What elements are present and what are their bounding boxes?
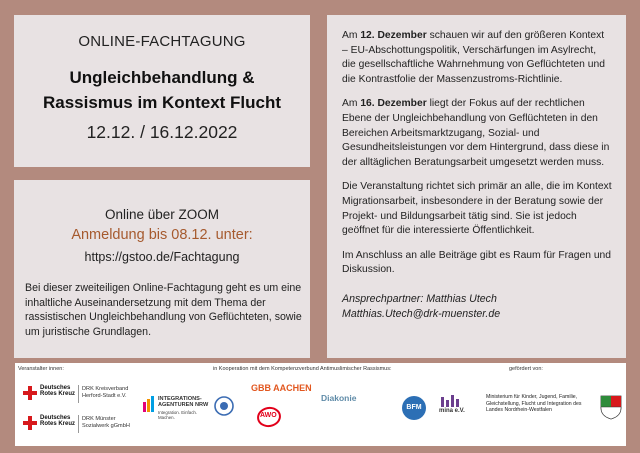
mina-people-icon — [439, 395, 481, 409]
zoom-panel — [14, 180, 310, 358]
contact-name: Ansprechpartner: Matthias Utech — [342, 292, 497, 305]
online-info: Online über ZOOM — [104, 207, 220, 222]
contact-email[interactable]: Matthias.Utech@drk-muenster.de — [342, 307, 501, 320]
drk-wordmark: Deutsches Rotes Kreuz — [40, 415, 76, 428]
red-cross-icon — [23, 416, 37, 430]
drk-herford-logo — [23, 383, 143, 405]
organizers-label: Veranstalter innen: — [18, 366, 64, 372]
gbb-awo-logo — [251, 383, 315, 439]
nrw-coat-of-arms-icon — [599, 394, 623, 420]
integration-agencies-name: INTEGRATIONS-AGENTUREN NRW — [158, 396, 209, 409]
event-type: ONLINE-FACHTAGUNG — [78, 33, 246, 50]
paragraph-day2 — [342, 97, 612, 170]
registration-link[interactable]: https://gstoo.de/Fachtagung — [84, 250, 240, 264]
divider — [78, 385, 79, 403]
awo-name: AWO — [260, 412, 277, 419]
funded-label: gefördert von: — [509, 366, 543, 372]
p1-text: schauen wir auf den größeren Kontext – EU-Abschottungspolitik, Verschärfungen im Asylrecht, die gesellschaftliche Wahrnehmung von Geflüchteten und die Kontrastfolie der Massenzustroms-Richtlinie. — [342, 30, 605, 85]
diakonie-name: Diakonie — [321, 393, 357, 403]
gbb-aachen-name: GBB AACHEN — [251, 383, 312, 393]
event-description: Bei dieser zweiteiligen Online-Fachtagung geht es um eine inhaltliche Auseinandersetzung mit dem Thema der rassistischen Ungleichbehandlung von Geflüchteten, sowie um juristische Grundlagen. — [25, 282, 302, 338]
circle-org-logo — [214, 396, 234, 416]
drk-herford-name: DRK Kreisverband Herford-Stadt e.V. — [82, 386, 129, 399]
divider — [78, 415, 79, 433]
paragraph-discussion: Im Anschluss an alle Beiträge gibt es Raum für Fragen und Diskussion. — [342, 249, 612, 276]
globe-icon — [214, 396, 234, 416]
diakonie-logo — [321, 393, 373, 413]
title-panel — [14, 15, 310, 167]
p2-date: 16. Dezember — [360, 98, 427, 110]
ministry-nrw-logo — [486, 394, 626, 424]
event-title-line2: Rassismus im Kontext Flucht — [42, 93, 282, 112]
mina-logo — [439, 395, 481, 417]
ministry-name: Ministerium für Kinder, Jugend, Familie, Gleichstellung, Flucht und Integration des Landes Nordrhein-Westfalen — [486, 394, 582, 414]
drk-muenster-name: DRK Münster Sozialwerk gGmbH — [82, 416, 130, 429]
event-title-line1: Ungleichbehandlung & — [69, 68, 255, 87]
p2-text: liegt der Fokus auf der rechtlichen Ebene der Ungleichbehandlung von Geflüchteten in den Bereichen Arbeitsmarktzugang, Sozial- und Gesundheitsleistungen vor dem Hintergrund, dass diese in der alltäglichen Beratungsarbeit umgesetzt werden muss. — [342, 98, 610, 168]
integration-slogan: Integration. Einfach. Machen. — [158, 410, 198, 421]
event-title — [14, 65, 310, 115]
registration-deadline: Anmeldung bis 08.12. unter: — [71, 227, 253, 243]
integrationsagenturen-logo — [143, 394, 209, 424]
red-cross-icon — [23, 386, 37, 400]
drk-wordmark: Deutsches Rotes Kreuz — [40, 385, 76, 398]
drk-muenster-logo — [23, 413, 143, 435]
p2-prefix: Am — [342, 98, 361, 110]
paragraph-day1 — [342, 29, 612, 87]
p1-prefix: Am — [342, 30, 361, 41]
event-dates: 12.12. / 16.12.2022 — [86, 122, 238, 142]
paragraph-audience: Die Veranstaltung richtet sich primär an alle, die im Kontext Migrationsarbeit, insbesondere in der Beratung sowie der Projekt- und Bildungsarbeit tätig sind. Sie ist jedoch geöffnet für die interessierte Öffentlichkeit. — [342, 181, 612, 237]
details-panel — [327, 15, 626, 358]
mina-name: mina e.V. — [439, 408, 465, 414]
p1-date: 12. Dezember — [360, 30, 427, 41]
sponsor-footer — [15, 363, 626, 446]
bfm-name: BFM — [406, 404, 422, 411]
bfm-logo — [401, 394, 427, 422]
bars-icon — [143, 396, 157, 412]
cooperation-label: in Kooperation mit dem Kompetenzverbund Antimuslimischer Rassismus: — [213, 366, 392, 372]
